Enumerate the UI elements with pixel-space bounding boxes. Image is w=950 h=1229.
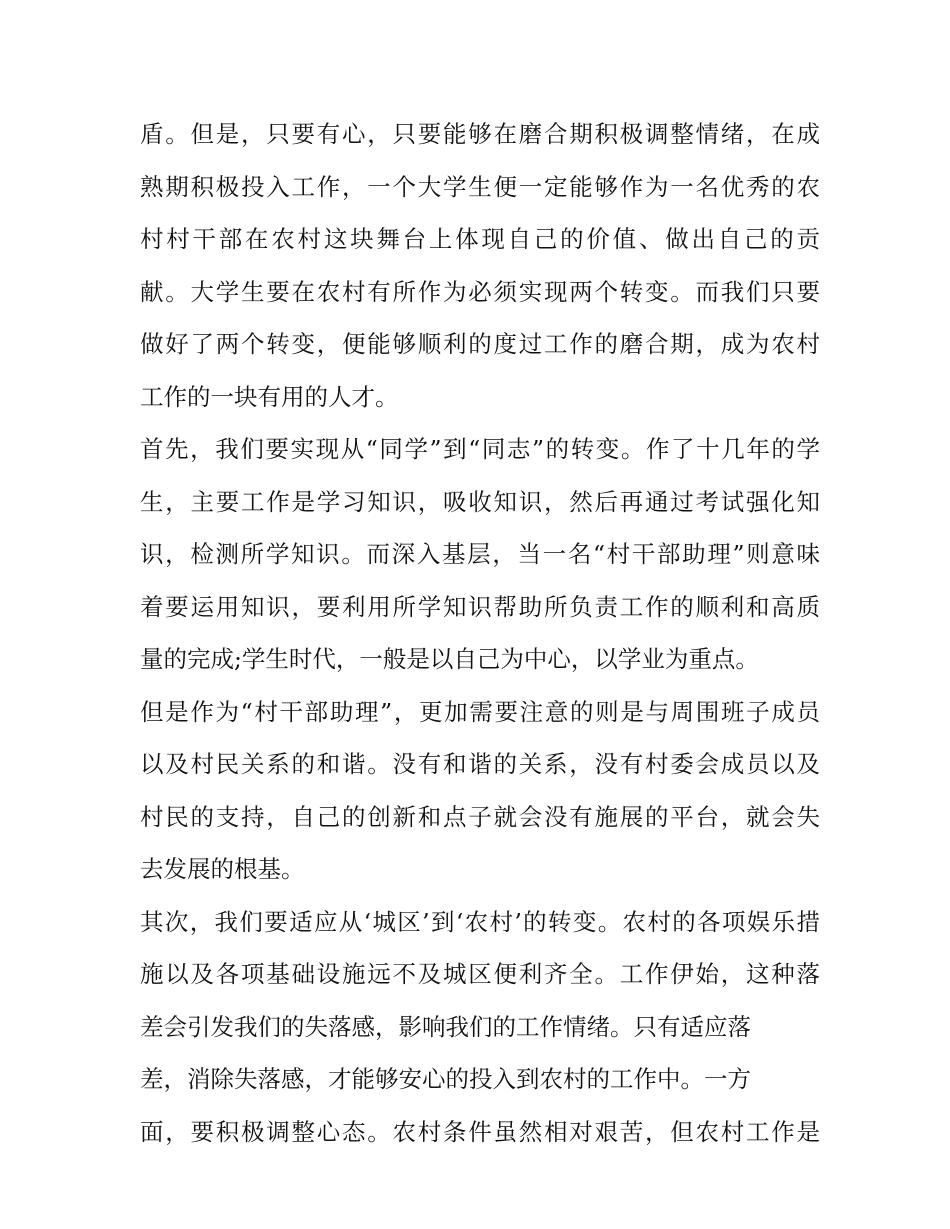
text-line: 着要运用知识，要利用所学知识帮助所负责工作的顺利和高质 <box>140 592 820 621</box>
text-line: 施以及各项基础设施远不及城区便利齐全。工作伊始，这种落 <box>140 960 820 988</box>
text-line: 差会引发我们的失落感，影响我们的工作情绪。只有适应落 <box>140 1012 751 1041</box>
text-line: 村民的支持，自己的创新和点子就会没有施展的平台，就会失 <box>140 802 820 831</box>
text-line: 做好了两个转变，便能够顺利的度过工作的磨合期，成为农村 <box>140 330 820 358</box>
text-line: 以及村民关系的和谐。没有和谐的关系，没有村委会成员以及 <box>140 750 820 778</box>
text-line: 生，主要工作是学习知识，吸收知识，然后再通过考试强化知 <box>140 487 820 516</box>
text-line: 去发展的根基。 <box>140 855 305 883</box>
text-line: 识，检测所学知识。而深入基层，当一名“村干部助理”则意味 <box>140 540 820 568</box>
text-line: 首先，我们要实现从“同学”到“同志”的转变。作了十几年的学 <box>140 435 820 463</box>
text-line: 面，要积极调整心态。农村条件虽然相对艰苦，但农村工作是 <box>140 1117 820 1146</box>
text-line: 量的完成;学生时代，一般是以自己为中心，以学业为重点。 <box>140 645 759 673</box>
text-line: 盾。但是，只要有心，只要能够在磨合期积极调整情绪，在成 <box>140 120 820 148</box>
text-line: 其次，我们要适应从‘城区’到‘农村’的转变。农村的各项娱乐措 <box>140 907 820 936</box>
text-line: 熟期积极投入工作，一个大学生便一定能够作为一名优秀的农 <box>140 172 820 201</box>
text-line: 工作的一块有用的人才。 <box>140 382 399 411</box>
text-line: 但是作为“村干部助理”，更加需要注意的则是与周围班子成员 <box>140 697 820 726</box>
body-text <box>140 108 820 1158</box>
text-line: 村村干部在农村这块舞台上体现自己的价值、做出自己的贡 <box>140 225 820 253</box>
text-line: 差，消除失落感，才能够安心的投入到农村的工作中。一方 <box>140 1065 751 1093</box>
text-line: 献。大学生要在农村有所作为必须实现两个转变。而我们只要 <box>140 277 820 306</box>
